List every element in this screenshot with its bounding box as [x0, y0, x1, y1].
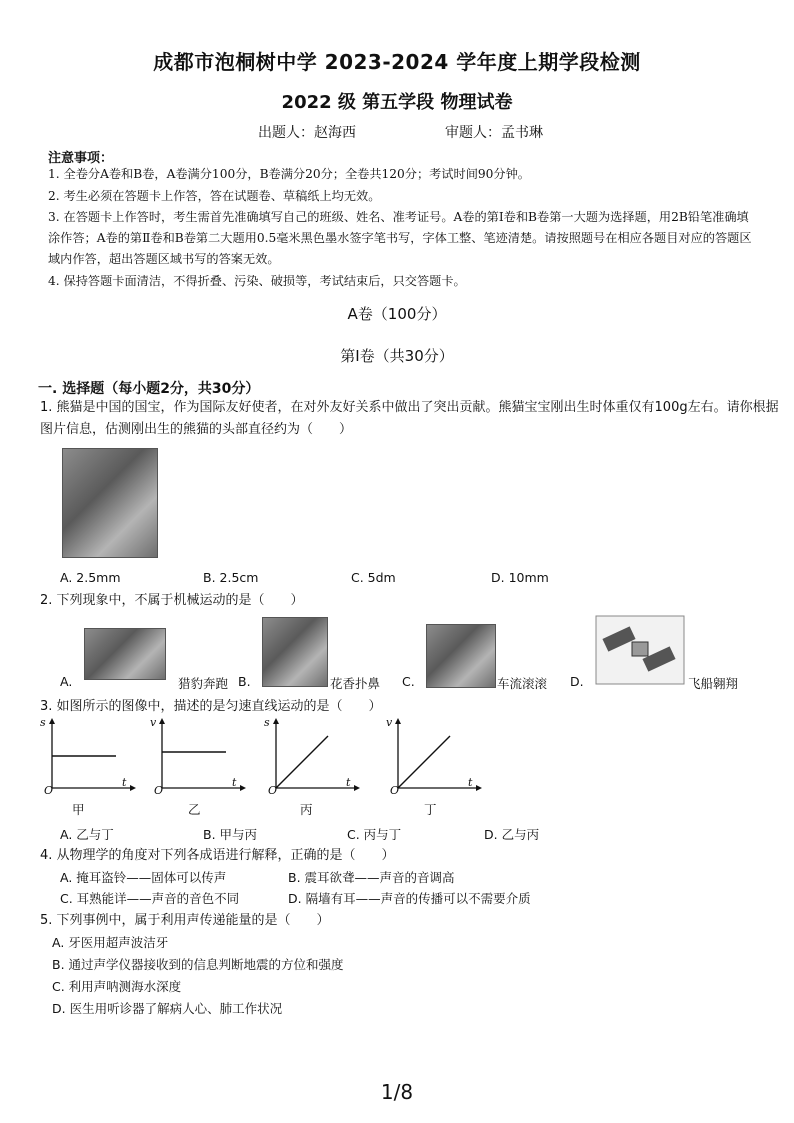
question-3-stem: 3. 如图所示的图像中，描述的是匀速直线运动的是（ ） — [40, 699, 382, 714]
q4-option-a: A. 掩耳盗铃——固体可以传声 — [60, 870, 227, 885]
q3-option-d: D. 乙与丙 — [484, 827, 540, 842]
graph-yi-origin: O — [154, 784, 164, 797]
graph-ding-origin: O — [390, 784, 400, 797]
graph-jia-ylabel: s — [40, 716, 46, 729]
note-1: 1. 全卷分A卷和B卷，A卷满分100分，B卷满分20分；全卷共120分；考试时间90分钟。 — [48, 167, 530, 181]
q1-option-b: B. 2.5cm — [203, 570, 259, 585]
notes-heading: 注意事项： — [48, 151, 114, 166]
cheetah-photo — [84, 628, 166, 680]
graph-bing-origin: O — [268, 784, 278, 797]
q5-option-b: B. 通过声学仪器接收到的信息判断地震的方位和强度 — [52, 957, 344, 972]
q5-option-d: D. 医生用听诊器了解病人心、肺工作状况 — [52, 1001, 283, 1016]
note-3: 3. 在答题卡上作答时，考生需首先准确填写自己的班级、姓名、准考证号。A卷的第Ⅰ卷和B卷第一大题为选择题，用2B铅笔准确填涂作答；A卷的第Ⅱ卷和B卷第二大题用0.5毫米黑色墨水签字笔书写，字体工整、笔迹清楚。请按照题号在相应各题目对应的答题区域内作答，超出答题区域书写的答案无效。 — [48, 210, 752, 266]
q5-option-c: C. 利用声呐测海水深度 — [52, 979, 182, 994]
q4-option-b: B. 震耳欲聋——声音的音调高 — [288, 870, 455, 885]
graph-yi-xlabel: t — [232, 776, 237, 789]
question-4-stem: 4. 从物理学的角度对下列各成语进行解释，正确的是（ ） — [40, 848, 395, 863]
q2-option-d-caption: 飞船翱翔 — [688, 676, 739, 691]
graph-jia-name: 甲 — [72, 802, 85, 817]
graph-jia-origin: O — [44, 784, 54, 797]
q3-option-c: C. 丙与丁 — [347, 827, 402, 842]
exam-title: 成都市泡桐树中学 2023-2024 学年度上期学段检测 — [153, 50, 641, 74]
graph-yi-ylabel: v — [150, 716, 157, 729]
question-2-stem: 2. 下列现象中，不属于机械运动的是（ ） — [40, 593, 304, 608]
q1-option-c: C. 5dm — [351, 570, 396, 585]
q1-option-d: D. 10mm — [491, 570, 549, 585]
q4-option-c: C. 耳熟能详——声音的音色不同 — [60, 891, 240, 906]
question-setter: 出题人：赵海西 — [258, 125, 356, 141]
graph-bing-name: 丙 — [300, 802, 313, 817]
note-2: 2. 考生必须在答题卡上作答，答在试题卷、草稿纸上均无效。 — [48, 189, 381, 203]
graph-ding-name: 丁 — [424, 802, 437, 817]
panda-photo — [62, 448, 158, 558]
q2-option-c-letter: C. — [402, 674, 415, 689]
exam-subtitle: 2022 级 第五学段 物理试卷 — [281, 92, 513, 113]
graph-jia-xlabel: t — [122, 776, 127, 789]
reviewer: 审题人：孟书琳 — [445, 125, 543, 141]
q2-option-d-letter: D. — [570, 674, 584, 689]
page-number: 1/8 — [380, 1080, 414, 1104]
q3-option-a: A. 乙与丁 — [60, 827, 114, 842]
graph-ding-ylabel: v — [386, 716, 393, 729]
q1-option-a: A. 2.5mm — [60, 570, 121, 585]
traffic-photo — [426, 624, 496, 688]
section-a-heading: A卷（100分） — [347, 305, 447, 323]
q5-option-a: A. 牙医用超声波洁牙 — [52, 935, 169, 950]
graph-ding-xlabel: t — [468, 776, 473, 789]
q4-option-d: D. 隔墙有耳——声音的传播可以不需要介质 — [288, 891, 531, 906]
spacecraft-picture — [594, 614, 686, 686]
part-1-heading: 一. 选择题（每小题2分，共30分） — [38, 381, 260, 397]
q2-option-b-letter: B. — [238, 674, 251, 689]
q2-option-a-letter: A. — [60, 674, 73, 689]
graph-yi-name: 乙 — [188, 802, 201, 817]
graph-bing-xlabel: t — [346, 776, 351, 789]
note-4: 4. 保持答题卡面清洁，不得折叠、污染、破损等，考试结束后，只交答题卡。 — [48, 274, 466, 288]
q2-option-c-caption: 车流滚滚 — [497, 676, 548, 691]
graph-bing-ylabel: s — [264, 716, 270, 729]
q3-option-b: B. 甲与丙 — [203, 827, 258, 842]
q2-option-b-caption: 花香扑鼻 — [330, 676, 381, 691]
q2-option-a-caption: 猎豹奔跑 — [178, 676, 229, 691]
question-1-stem: 1. 熊猫是中国的国宝，作为国际友好使者，在对外友好关系中做出了突出贡献。熊猫宝宝刚出生时体重仅有100g左右。请你根据图片信息，估测刚出生的熊猫的头部直径约为（ ） — [40, 400, 779, 437]
flower-photo — [262, 617, 328, 687]
section-1-heading: 第Ⅰ卷（共30分） — [340, 347, 454, 365]
question-5-stem: 5. 下列事例中，属于利用声传递能量的是（ ） — [40, 913, 330, 928]
